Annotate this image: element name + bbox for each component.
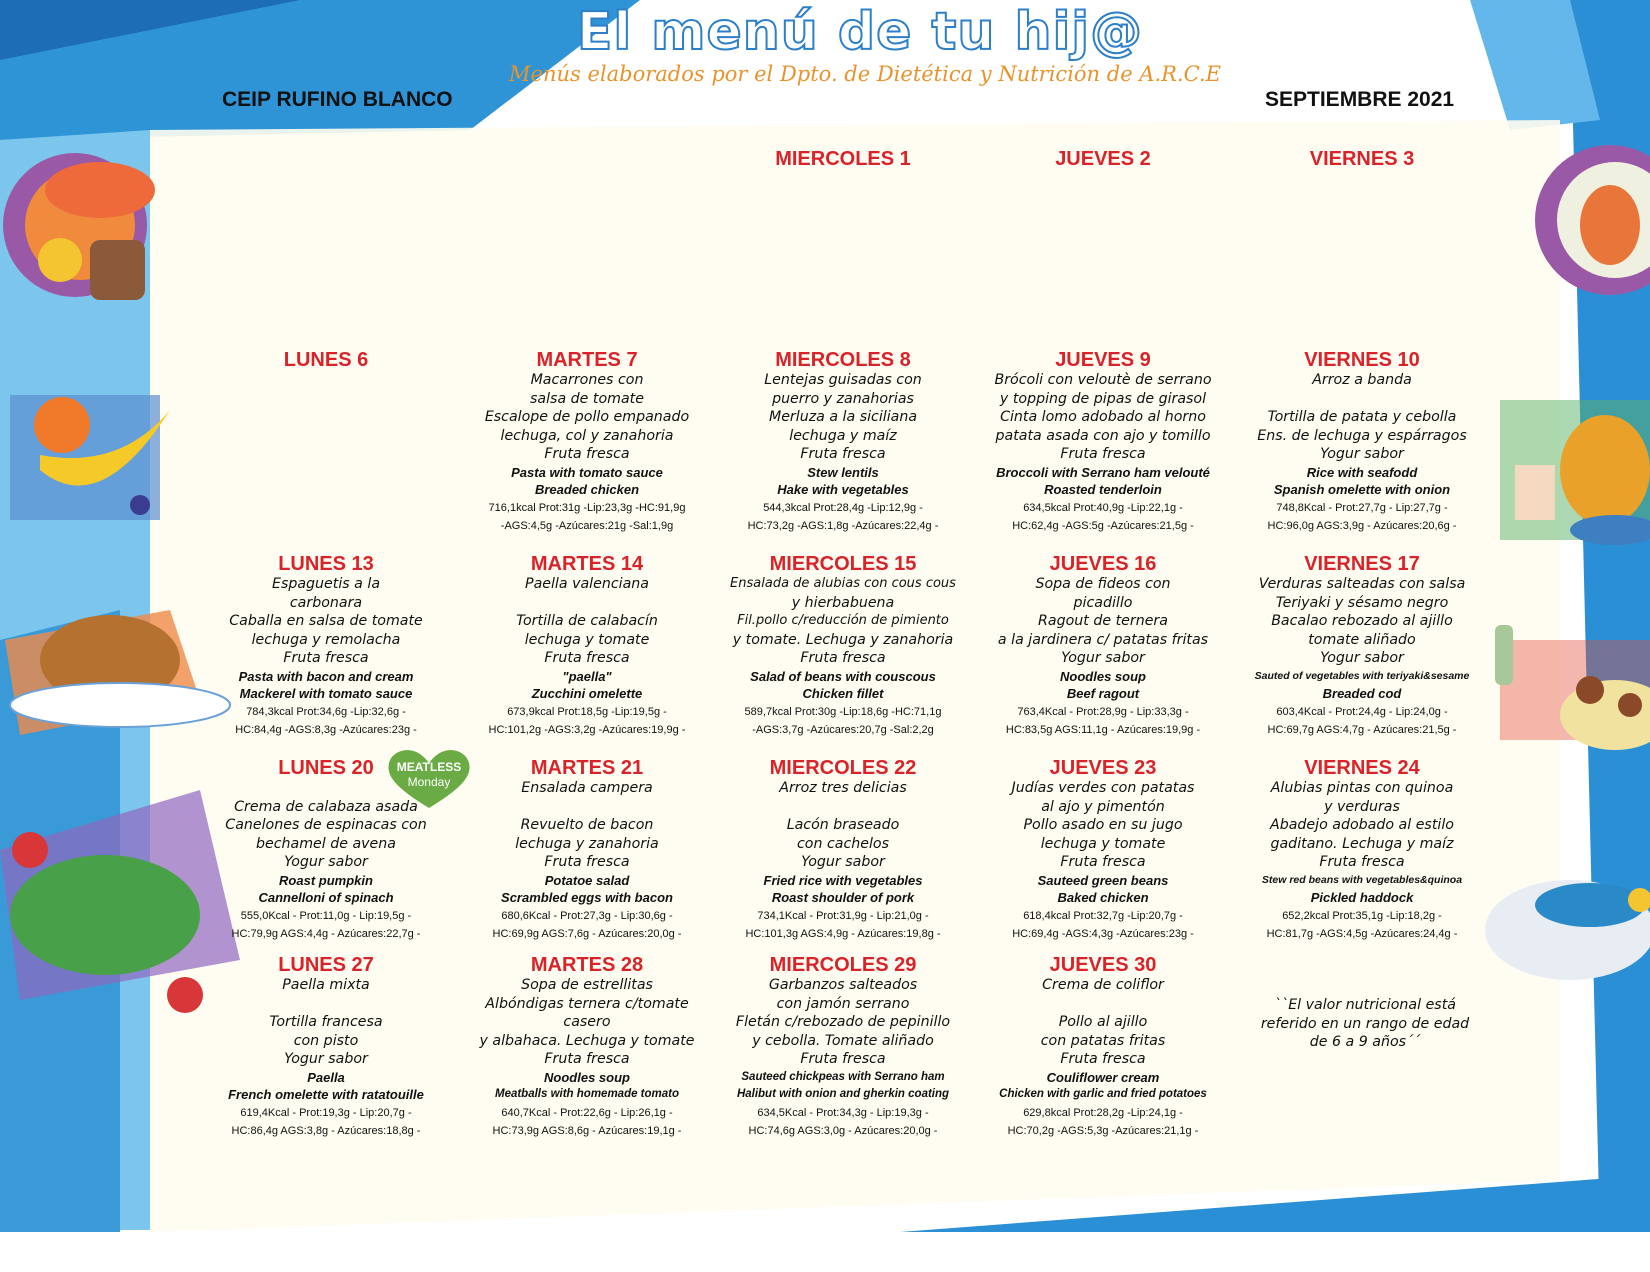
day-viernes-3	[1237, 148, 1487, 170]
menu-line: y cebolla. Tomate aliñado	[752, 1032, 934, 1049]
nutrition-line: HC:83,5g AGS:11,1g - Azúcares:19,9g -	[1005, 723, 1201, 736]
nutrition-line: 763,4Kcal - Prot:28,9g - Lip:33,3g -	[1017, 705, 1189, 718]
menu-english-line: Roast shoulder of pork	[771, 890, 915, 906]
day-miercoles-8	[718, 349, 968, 535]
nutrition-line: 748,8Kcal - Prot:27,7g - Lip:27,7g -	[1276, 501, 1448, 514]
menu-line: Bacalao rebozado al ajillo	[1271, 613, 1453, 630]
menu-line: Yogur sabor	[1320, 446, 1404, 463]
day-miercoles-22	[718, 757, 968, 943]
menu-english-line: Salad of beans with couscous	[750, 668, 936, 684]
menu-line: Cinta lomo adobado al horno	[1000, 409, 1206, 426]
menu-line: Espaguetis a la	[271, 576, 381, 592]
menu-english-line: Noodles soup	[1060, 668, 1146, 684]
day-jueves-16	[978, 553, 1228, 739]
nutrition-line: HC:81,7g -AGS:4,5g -Azúcares:24,4g -	[1266, 927, 1458, 940]
menu-line: Fruta fresca	[800, 650, 886, 667]
note-line: ``El valor nutricional está	[1274, 997, 1456, 1013]
day-lunes-13	[201, 553, 451, 739]
nutrition-line: HC:101,2g -AGS:3,2g -Azúcares:19,9g -	[488, 723, 686, 736]
day-title: MIERCOLES 15	[769, 553, 917, 575]
nutrition-line: 629,8kcal Prot:28,2g -Lip:24,1g -	[1023, 1106, 1183, 1119]
menu-blank-line	[462, 594, 712, 613]
menu-line: bechamel de avena	[256, 835, 396, 852]
fish-dish-illustration	[1485, 880, 1650, 980]
menu-line: Albóndigas ternera c/tomate	[485, 995, 689, 1012]
menu-line: Alubias pintas con quinoa	[1270, 780, 1454, 796]
menu-line: Tortilla francesa	[269, 1014, 383, 1031]
menu-line: Fruta fresca	[1060, 854, 1146, 871]
menu-line: con jamón serrano	[776, 995, 910, 1012]
menu-english-line: Sauteed green beans	[1037, 872, 1169, 888]
nutrition-line: 618,4kcal Prot:32,7g -Lip:20,7g -	[1023, 909, 1183, 922]
menu-line: Yogur sabor	[1320, 650, 1404, 667]
menu-line: y tomate. Lechuga y zanahoria	[732, 631, 954, 648]
nutrition-line: HC:101,3g AGS:4,9g - Azúcares:19,8g -	[745, 927, 941, 940]
nutrition-line: 784,3kcal Prot:34,6g -Lip:32,6g -	[246, 705, 406, 718]
day-martes-7	[462, 349, 712, 535]
school-name: CEIP RUFINO BLANCO	[222, 88, 453, 111]
menu-english-line: Chicken with garlic and fried potatoes	[999, 1088, 1207, 1101]
menu-line: Yogur sabor	[801, 854, 885, 871]
menu-english-line: Sauted of vegetables with teriyaki&sesame	[1254, 669, 1470, 682]
note-line: referido en un rango de edad	[1260, 1015, 1470, 1032]
menu-line: patata asada con ajo y tomillo	[995, 427, 1211, 444]
menu-line: lechuga y remolacha	[251, 631, 401, 648]
badge-line-1: MEATLESS	[396, 760, 462, 774]
menu-line: Sopa de fideos con	[1035, 576, 1171, 592]
nutrition-line: HC:73,2g -AGS:1,8g -Azúcares:22,4g -	[747, 519, 939, 532]
day-title: MARTES 7	[536, 349, 638, 371]
menu-line: a la jardinera c/ patatas fritas	[997, 631, 1209, 648]
menu-blank-line	[462, 798, 712, 817]
day-title: MIERCOLES 1	[775, 148, 911, 170]
page-subtitle: Menús elaborados por el Dpto. de Dietética y Nutrición de A.R.C.E	[509, 62, 1221, 86]
menu-line: Pollo asado en su jugo	[1023, 817, 1183, 834]
menu-line: Fruta fresca	[1060, 446, 1146, 463]
menu-english-line: Beef ragout	[1066, 686, 1140, 702]
menu-line: lechuga y tomate	[1040, 835, 1166, 852]
menu-line: Escalope de pollo empanado	[484, 409, 690, 426]
day-title: LUNES 20	[278, 757, 374, 779]
day-title: JUEVES 30	[1049, 954, 1157, 976]
day-title: JUEVES 23	[1049, 757, 1157, 779]
menu-english-line: Baked chicken	[1057, 890, 1149, 906]
menu-english-line: Mackerel with tomato sauce	[239, 686, 413, 702]
menu-line: gaditano. Lechuga y maíz	[1270, 835, 1454, 852]
day-martes-21	[462, 757, 712, 943]
page-title: El menú de tu hij@	[576, 2, 1144, 62]
menu-line: Canelones de espinacas con	[225, 817, 427, 834]
month-label: SEPTIEMBRE 2021	[1265, 88, 1455, 111]
nutrition-line: 734,1Kcal - Prot:31,9g - Lip:21,0g -	[757, 909, 929, 922]
menu-line: lechuga y zanahoria	[515, 835, 659, 852]
nutrition-line: HC:69,7g AGS:4,7g - Azúcares:21,5g -	[1267, 723, 1457, 736]
nutrition-line: 634,5Kcal - Prot:34,3g - Lip:19,3g -	[757, 1106, 929, 1119]
spaghetti-illustration	[1495, 625, 1650, 750]
day-title: MIERCOLES 29	[769, 954, 917, 976]
nutrition-line: 603,4Kcal - Prot:24,4g - Lip:24,0g -	[1276, 705, 1448, 718]
menu-line: con cachelos	[796, 835, 889, 852]
nutrition-line: 716,1kcal Prot:31g -Lip:23,3g -HC:91,9g	[488, 501, 686, 514]
nutrition-line: 652,2kcal Prot:35,1g -Lip:18,2g -	[1282, 909, 1442, 922]
menu-line: Fruta fresca	[544, 1051, 630, 1068]
menu-line: Lacón braseado	[786, 817, 900, 834]
menu-line: y verduras	[1324, 798, 1400, 815]
nutrition-line: HC:73,9g AGS:8,6g - Azúcares:19,1g -	[492, 1124, 682, 1137]
menu-line: carbonara	[289, 594, 363, 611]
day-title: JUEVES 16	[1049, 553, 1157, 575]
menu-line: Verduras salteadas con salsa	[1258, 576, 1466, 592]
day-title: LUNES 13	[278, 553, 374, 575]
menu-line: Yogur sabor	[284, 1051, 368, 1068]
menu-line: Pollo al ajillo	[1058, 1014, 1148, 1031]
menu-line: salsa de tomate	[530, 390, 644, 407]
menu-line: al ajo y pimentón	[1041, 798, 1165, 815]
day-title: MARTES 14	[530, 553, 644, 575]
menu-line: Yogur sabor	[1061, 650, 1145, 667]
day-martes-14	[462, 553, 712, 739]
menu-line: con patatas fritas	[1040, 1032, 1166, 1049]
menu-line: Fletán c/rebozado de pepinillo	[735, 1014, 951, 1031]
menu-english-line: Paella	[307, 1069, 345, 1085]
nutrition-line: HC:96,0g AGS:3,9g - Azúcares:20,6g -	[1267, 519, 1457, 532]
menu-blank-line	[978, 995, 1228, 1014]
menu-line: Brócoli con veloutè de serrano	[994, 372, 1212, 388]
menu-line: Caballa en salsa de tomate	[229, 613, 423, 630]
menu-english-line: Stew lentils	[807, 464, 879, 480]
menu-english-line: French omelette with ratatouille	[228, 1087, 424, 1103]
day-miercoles-15	[718, 553, 968, 739]
nutrition-line: 673,9kcal Prot:18,5g -Lip:19,5g -	[507, 705, 667, 718]
menu-english-line: Pasta with bacon and cream	[238, 668, 414, 684]
menu-line: y albahaca. Lechuga y tomate	[479, 1032, 695, 1049]
day-title: JUEVES 2	[1055, 148, 1151, 170]
menu-english-line: Hake with vegetables	[777, 482, 909, 498]
menu-line: Paella mixta	[282, 977, 370, 993]
menu-english-line: Halibut with onion and gherkin coating	[736, 1088, 950, 1101]
menu-line: Lentejas guisadas con	[764, 372, 922, 388]
day-viernes-24	[1237, 757, 1487, 943]
day-lunes-27	[201, 954, 451, 1140]
menu-english-line: Couliflower cream	[1046, 1069, 1160, 1085]
menu-english-line: Noodles soup	[544, 1069, 630, 1085]
menu-line: tomate aliñado	[1308, 631, 1416, 648]
menu-line: Yogur sabor	[284, 854, 368, 871]
day-title: VIERNES 24	[1304, 757, 1420, 779]
menu-line: Crema de coliflor	[1042, 977, 1164, 993]
day-title: VIERNES 17	[1304, 553, 1420, 575]
menu-line: puerro y zanahorias	[772, 390, 914, 407]
menu-english-line: Cannelloni of spinach	[258, 890, 394, 906]
menu-line: lechuga, col y zanahoria	[500, 427, 674, 444]
day-viernes-17	[1237, 553, 1487, 739]
menu-english-line: Meatballs with homemade tomato	[494, 1088, 680, 1101]
day-viernes-10	[1237, 349, 1487, 535]
menu-blank-line	[201, 995, 451, 1014]
badge-line-2: Monday	[407, 775, 451, 789]
nutrition-line: -AGS:4,5g -Azúcares:21g -Sal:1,9g	[500, 519, 674, 532]
menu-english-line: Chicken fillet	[802, 686, 884, 702]
nutrition-line: 589,7kcal Prot:30g -Lip:18,6g -HC:71,1g	[744, 705, 942, 718]
nutrition-line: HC:70,2g -AGS:5,3g -Azúcares:21,1g -	[1007, 1124, 1199, 1137]
menu-line: Fruta fresca	[800, 446, 886, 463]
menu-english-line: Scrambled eggs with bacon	[501, 890, 673, 906]
nutrition-line: -AGS:3,7g -Azúcares:20,7g -Sal:2,2g	[752, 723, 934, 736]
day-title: MARTES 21	[530, 757, 644, 779]
menu-line: Ensalada campera	[521, 780, 653, 796]
day-jueves-2	[978, 148, 1228, 170]
menu-line: Teriyaki y sésamo negro	[1275, 594, 1449, 611]
menu-line: Garbanzos salteados	[768, 977, 918, 993]
menu-line: Crema de calabaza asada	[234, 798, 418, 815]
nutrition-line: 680,6Kcal - Prot:27,3g - Lip:30,6g -	[501, 909, 673, 922]
menu-english-line: Roast pumpkin	[279, 872, 373, 888]
menu-english-line: Breaded chicken	[534, 482, 640, 498]
menu-english-line: "paella"	[562, 668, 612, 684]
nutrition-line: 634,5kcal Prot:40,9g -Lip:22,1g -	[1023, 501, 1183, 514]
day-title: MIERCOLES 8	[775, 349, 911, 371]
day-title: VIERNES 10	[1304, 349, 1420, 371]
nutrition-line: HC:69,4g -AGS:4,3g -Azúcares:23g -	[1012, 927, 1194, 940]
menu-line: y hierbabuena	[791, 594, 895, 611]
day-martes-28	[462, 954, 712, 1140]
menu-english-line: Spanish omelette with onion	[1273, 482, 1451, 498]
day-lunes-6	[201, 349, 451, 371]
juice-jug-illustration	[1500, 400, 1650, 545]
nutrition-line: 544,3kcal Prot:28,4g -Lip:12,9g -	[763, 501, 923, 514]
day-jueves-30	[978, 954, 1228, 1140]
menu-line: Revuelto de bacon	[520, 817, 654, 834]
menu-line: Macarrones con	[530, 372, 644, 388]
menu-english-line: Stew red beans with vegetables&quinoa	[1261, 873, 1463, 886]
note-line: de 6 a 9 años´´	[1309, 1034, 1421, 1051]
menu-blank-line	[718, 798, 968, 817]
nutrition-line: HC:84,4g -AGS:8,3g -Azúcares:23g -	[235, 723, 417, 736]
menu-english-line: Roasted tenderloin	[1044, 482, 1162, 498]
day-title: JUEVES 9	[1055, 349, 1151, 371]
meatless-monday-badge	[386, 748, 472, 810]
menu-line: Fil.pollo c/reducción de pimiento	[737, 613, 949, 629]
day-title: MIERCOLES 22	[769, 757, 917, 779]
menu-line: Fruta fresca	[1060, 1051, 1146, 1068]
menu-english-line: Breaded cod	[1322, 686, 1402, 702]
menu-line: Arroz a banda	[1312, 372, 1412, 388]
menu-line: lechuga y tomate	[524, 631, 650, 648]
day-miercoles-29	[718, 954, 968, 1140]
nutrition-line: 640,7Kcal - Prot:22,6g - Lip:26,1g -	[501, 1106, 673, 1119]
menu-english-line: Pickled haddock	[1310, 890, 1414, 906]
nutrition-line: 619,4Kcal - Prot:19,3g - Lip:20,7g -	[240, 1106, 412, 1119]
menu-line: Ragout de ternera	[1038, 613, 1168, 630]
nutrition-line: HC:69,9g AGS:7,6g - Azúcares:20,0g -	[492, 927, 682, 940]
menu-english-line: Zucchini omelette	[531, 686, 643, 702]
nutrition-line: HC:74,6g AGS:3,0g - Azúcares:20,0g -	[748, 1124, 938, 1137]
menu-english-line: Pasta with tomato sauce	[511, 464, 663, 480]
menu-line: Fruta fresca	[800, 1051, 886, 1068]
menu-line: Fruta fresca	[544, 854, 630, 871]
menu-line: Ens. de lechuga y espárragos	[1257, 427, 1467, 444]
nutrition-line: HC:86,4g AGS:3,8g - Azúcares:18,8g -	[231, 1124, 421, 1137]
menu-english-line: Potatoe salad	[544, 872, 630, 888]
menu-line: Judías verdes con patatas	[1011, 780, 1195, 796]
nutrition-note	[1255, 996, 1475, 1052]
fruit-illustration	[10, 395, 170, 520]
day-title: VIERNES 3	[1309, 148, 1415, 170]
menu-english-line: Rice with seafodd	[1306, 464, 1418, 480]
day-jueves-23	[978, 757, 1228, 943]
day-title: LUNES 27	[278, 954, 374, 976]
menu-line: Fruta fresca	[544, 446, 630, 463]
nutrition-line: HC:79,9g AGS:4,4g - Azúcares:22,7g -	[231, 927, 421, 940]
day-jueves-9	[978, 349, 1228, 535]
nutrition-line: 555,0Kcal - Prot:11,0g - Lip:19,5g -	[240, 909, 412, 922]
menu-line: y topping de pipas de girasol	[999, 390, 1207, 407]
menu-line: Arroz tres delicias	[779, 780, 907, 796]
menu-line: Merluza a la siciliana	[768, 409, 918, 426]
menu-line: lechuga y maíz	[789, 427, 897, 444]
menu-line: Tortilla de calabacín	[516, 613, 658, 630]
menu-line: Tortilla de patata y cebolla	[1267, 409, 1457, 426]
nutrition-line: HC:62,4g -AGS:5g -Azúcares:21,5g -	[1012, 519, 1194, 532]
menu-line: casero	[563, 1014, 611, 1031]
menu-english-line: Fried rice with vegetables	[763, 872, 923, 888]
menu-line: Sopa de estrellitas	[521, 977, 653, 993]
menu-line: Fruta fresca	[544, 650, 630, 667]
menu-line: Ensalada de alubias con cous cous	[730, 576, 956, 591]
menu-english-line: Broccoli with Serrano ham velouté	[996, 464, 1210, 480]
menu-line: Fruta fresca	[283, 650, 369, 667]
menu-english-line: Sauteed chickpeas with Serrano ham	[741, 1070, 945, 1083]
menu-line: con pisto	[293, 1032, 359, 1049]
menu-line: picadillo	[1073, 594, 1133, 611]
menu-blank-line	[1237, 390, 1487, 409]
menu-line: Paella valenciana	[525, 576, 649, 592]
day-title: MARTES 28	[530, 954, 644, 976]
menu-line: Fruta fresca	[1319, 854, 1405, 871]
day-miercoles-1	[718, 148, 968, 170]
day-title: LUNES 6	[283, 349, 369, 371]
menu-line: Abadejo adobado al estilo	[1270, 817, 1454, 834]
